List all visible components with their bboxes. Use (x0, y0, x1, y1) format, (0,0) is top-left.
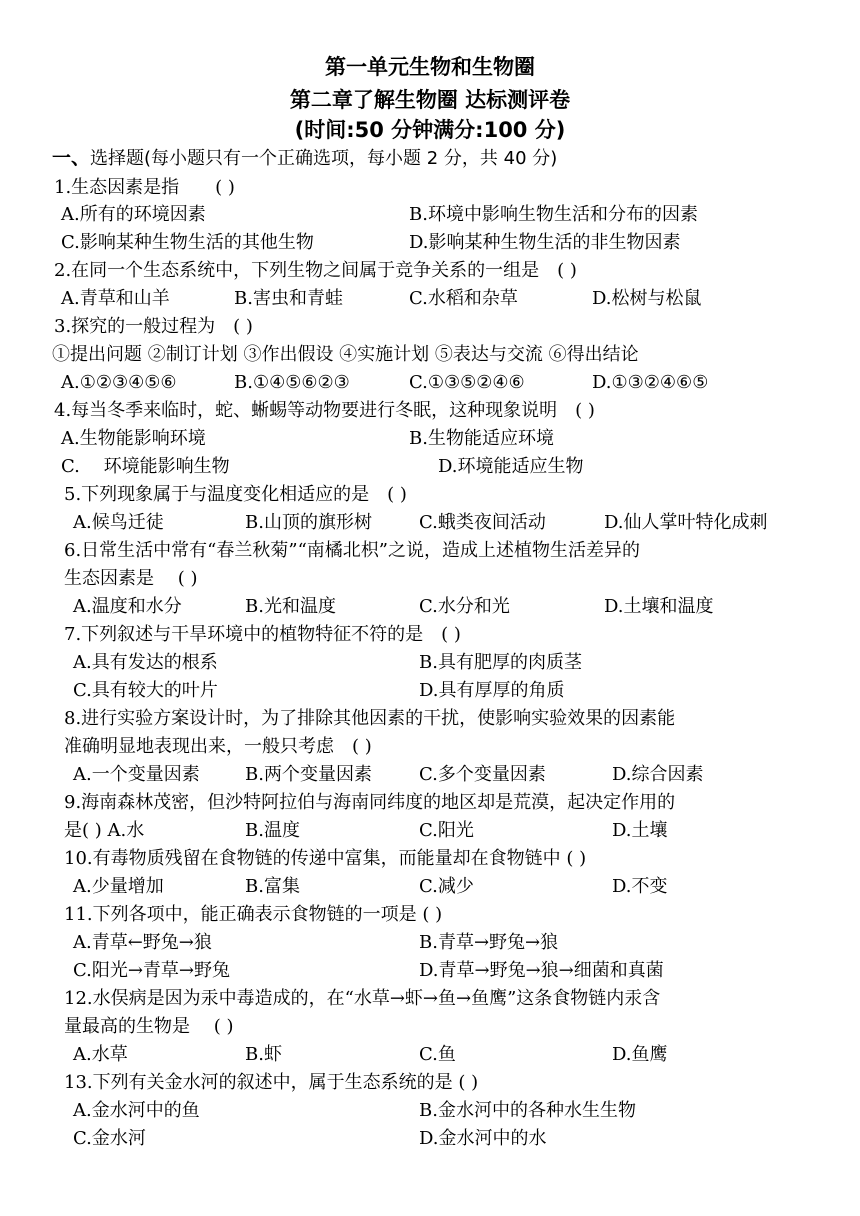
question-4-option-a: A.生物能影响环境 (61, 428, 206, 449)
question-11-option-c: C.阳光→青草→野兔 (73, 960, 231, 981)
question-3-steps: ①提出问题 ②制订计划 ③作出假设 ④实施计划 ⑤表达与交流 ⑥得出结论 (52, 344, 639, 365)
question-6-stem-line1: 6.日常生活中常有“春兰秋菊”“南橘北枳”之说，造成上述植物生活差异的 (64, 540, 640, 561)
question-6-option-b: B.光和温度 (245, 596, 336, 617)
question-11-option-b: B.青草→野兔→狼 (419, 932, 559, 953)
question-8-option-b: B.两个变量因素 (245, 764, 372, 785)
question-10-option-a: A.少量增加 (73, 876, 164, 897)
question-12-option-c: C.鱼 (419, 1044, 456, 1065)
question-9-option-d: D.土壤 (612, 820, 668, 841)
question-1-option-b: B.环境中影响生物生活和分布的因素 (409, 204, 698, 225)
question-2-stem: 2.在同一个生态系统中，下列生物之间属于竞争关系的一组是 ( ) (54, 260, 577, 281)
question-4-option-b: B.生物能适应环境 (409, 428, 554, 449)
question-3-option-b: B.①④⑤⑥②③ (234, 372, 350, 393)
question-10-option-d: D.不变 (612, 876, 668, 897)
question-11-option-a: A.青草←野兔→狼 (73, 932, 212, 953)
question-7-option-c: C.具有较大的叶片 (73, 680, 218, 701)
section-number: 一、 (52, 147, 91, 169)
question-1-option-c: C.影响某种生物生活的其他生物 (61, 232, 314, 253)
question-8-stem-line2: 准确明显地表现出来，一般只考虑 ( ) (64, 736, 372, 757)
question-12-stem-line2: 量最高的生物是 ( ) (64, 1016, 234, 1037)
question-13-option-b: B.金水河中的各种水生生物 (419, 1100, 636, 1121)
question-7-option-d: D.具有厚厚的角质 (419, 680, 565, 701)
question-6-option-a: A.温度和水分 (73, 596, 182, 617)
question-2-option-a: A.青草和山羊 (61, 288, 170, 309)
question-5-option-b: B.山顶的旗形树 (245, 512, 372, 533)
section-instructions: 选择题(每小题只有一个正确选项，每小题 2 分，共 40 分) (90, 148, 558, 169)
question-3-option-d: D.①③②④⑥⑤ (592, 372, 709, 393)
question-2-option-d: D.松树与松鼠 (592, 288, 702, 309)
question-10-stem: 10.有毒物质残留在食物链的传递中富集，而能量却在食物链中 ( ) (64, 848, 587, 869)
question-8-option-d: D.综合因素 (612, 764, 704, 785)
question-4-option-d: D.环境能适应生物 (438, 456, 584, 477)
question-12-stem-line1: 12.水俣病是因为汞中毒造成的，在“水草→虾→鱼→鱼鹰”这条食物链内汞含 (64, 988, 661, 1009)
question-7-option-b: B.具有肥厚的肉质茎 (419, 652, 582, 673)
question-10-option-b: B.富集 (245, 876, 300, 897)
question-9-stem-with-option-a: 是( ) A.水 (64, 820, 145, 841)
question-8-option-c: C.多个变量因素 (419, 764, 546, 785)
question-7-option-a: A.具有发达的根系 (73, 652, 218, 673)
question-5-option-a: A.候鸟迁徒 (73, 512, 164, 533)
question-11-option-d: D.青草→野兔→狼→细菌和真菌 (419, 960, 664, 981)
question-6-stem-line2: 生态因素是 ( ) (64, 568, 198, 589)
question-5-option-c: C.蛾类夜间活动 (419, 512, 546, 533)
question-1-option-d: D.影响某种生物生活的非生物因素 (409, 232, 681, 253)
unit-title: 第一单元生物和生物圈 (325, 55, 535, 79)
question-4-stem: 4.每当冬季来临时，蛇、蜥蜴等动物要进行冬眠，这种现象说明 ( ) (54, 400, 595, 421)
question-8-stem-line1: 8.进行实验方案设计时，为了排除其他因素的干扰，使影响实验效果的因素能 (64, 708, 676, 729)
question-9-option-b: B.温度 (245, 820, 300, 841)
question-12-option-a: A.水草 (73, 1044, 128, 1065)
question-6-option-c: C.水分和光 (419, 596, 510, 617)
question-13-option-c: C.金水河 (73, 1128, 146, 1149)
question-4-option-c: C. 环境能影响生物 (61, 456, 230, 477)
question-2-option-b: B.害虫和青蛙 (234, 288, 343, 309)
time-score-info: (时间:50 分钟满分:100 分) (294, 118, 566, 142)
question-6-option-d: D.土壤和温度 (604, 596, 714, 617)
section-heading (52, 146, 557, 171)
question-3-stem: 3.探究的一般过程为 ( ) (54, 316, 253, 337)
question-7-stem: 7.下列叙述与干旱环境中的植物特征不符的是 ( ) (64, 624, 461, 645)
question-13-option-a: A.金水河中的鱼 (73, 1100, 200, 1121)
question-1-stem: 1.生态因素是指 ( ) (54, 177, 235, 198)
question-13-option-d: D.金水河中的水 (419, 1128, 547, 1149)
question-1-option-a: A.所有的环境因素 (61, 204, 206, 225)
question-12-option-d: D.鱼鹰 (612, 1044, 668, 1065)
question-12-option-b: B.虾 (245, 1044, 282, 1065)
question-11-stem: 11.下列各项中，能正确表示食物链的一项是 ( ) (64, 904, 443, 925)
question-10-option-c: C.减少 (419, 876, 474, 897)
question-9-option-c: C.阳光 (419, 820, 474, 841)
question-2-option-c: C.水稻和杂草 (409, 288, 518, 309)
question-8-option-a: A.一个变量因素 (73, 764, 200, 785)
question-9-stem-line1: 9.海南森林茂密，但沙特阿拉伯与海南同纬度的地区却是荒漠，起决定作用的 (64, 792, 676, 813)
question-13-stem: 13.下列有关金水河的叙述中，属于生态系统的是 ( ) (64, 1072, 479, 1093)
question-3-option-c: C.①③⑤②④⑥ (409, 372, 525, 393)
question-3-option-a: A.①②③④⑤⑥ (61, 372, 177, 393)
chapter-title: 第二章了解生物圈 达标测评卷 (289, 88, 571, 112)
question-5-option-d: D.仙人掌叶特化成刺 (604, 512, 768, 533)
question-5-stem: 5.下列现象属于与温度变化相适应的是 ( ) (64, 484, 407, 505)
